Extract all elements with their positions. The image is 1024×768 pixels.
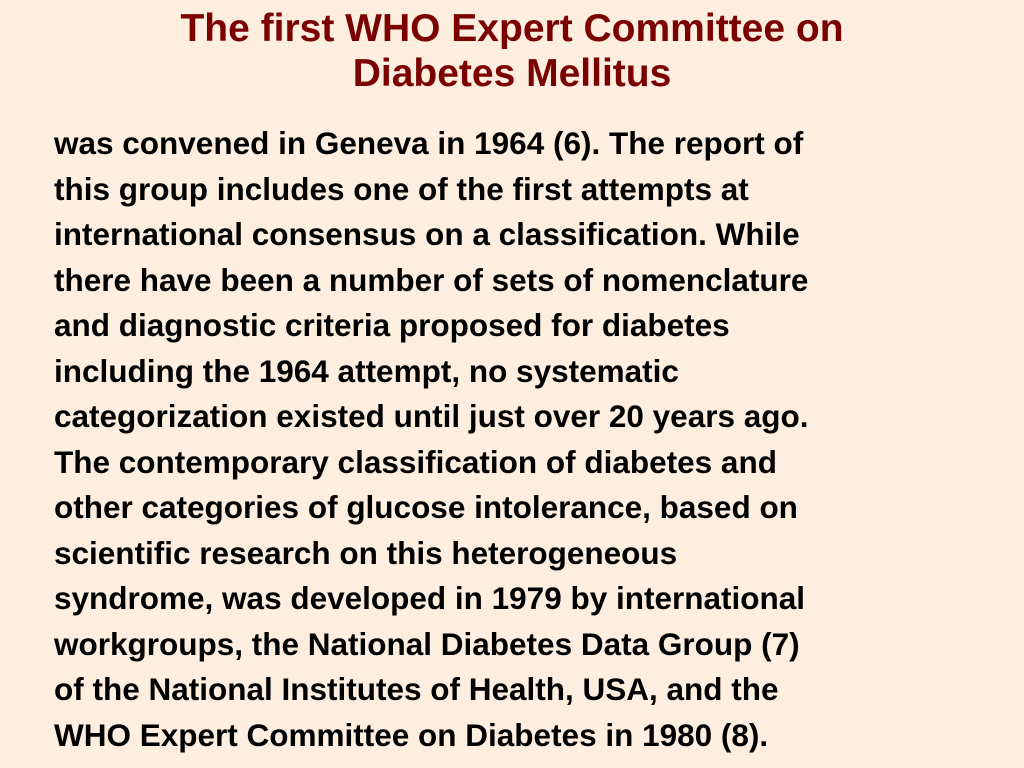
body-line: this group includes one of the first attempts at — [54, 170, 749, 207]
body-line: WHO Expert Committee on Diabetes in 1980 (8). — [54, 716, 769, 753]
body-line: there have been a number of sets of nomenclature — [54, 261, 809, 298]
body-line: and diagnostic criteria proposed for diabetes — [54, 307, 730, 343]
body-line: syndrome, was developed in 1979 by international — [54, 580, 805, 616]
slide-body-text — [54, 121, 994, 758]
body-line: was convened in Geneva in 1964 (6). The report of — [54, 125, 804, 161]
body-line: workgroups, the National Diabetes Data Group (7) — [54, 625, 800, 662]
slide-title — [0, 6, 1024, 96]
body-line: international consensus on a classification. While — [54, 216, 800, 252]
title-line: The first WHO Expert Committee on — [180, 7, 844, 50]
body-line: categorization existed until just over 20 years ago. — [54, 398, 809, 434]
body-line: The contemporary classification of diabetes and — [54, 443, 777, 480]
body-line: scientific research on this heterogeneous — [54, 534, 678, 571]
title-line: Diabetes Mellitus — [352, 52, 672, 95]
body-line: including the 1964 attempt, no systematic — [54, 352, 679, 389]
body-line: of the National Institutes of Health, USA, and the — [54, 671, 779, 707]
body-line: other categories of glucose intolerance, based on — [54, 489, 798, 525]
